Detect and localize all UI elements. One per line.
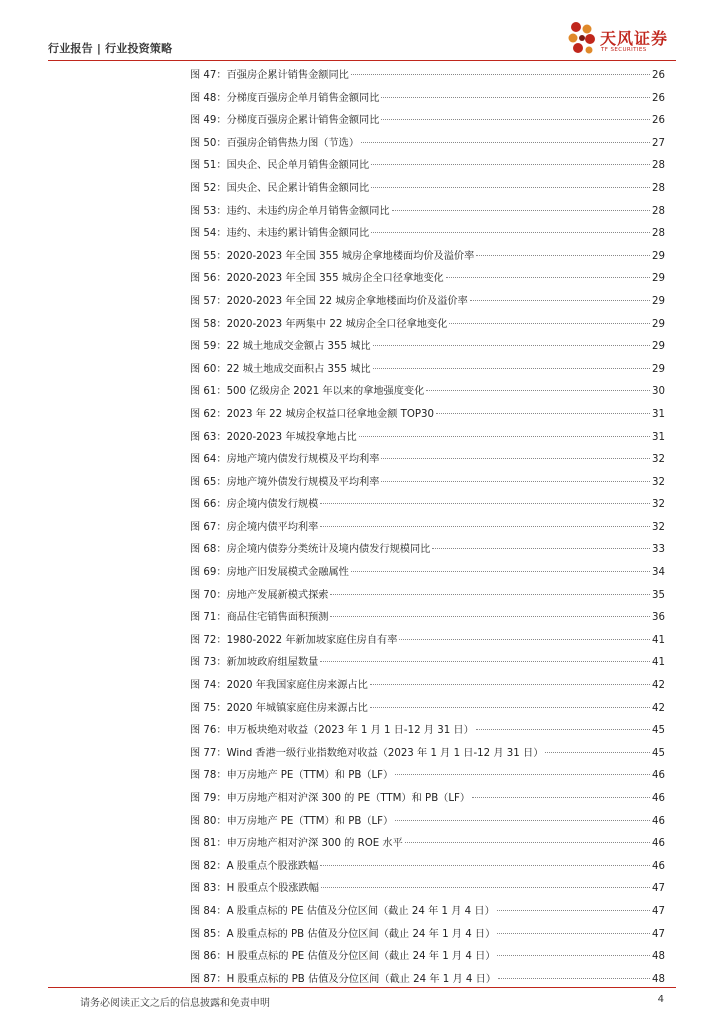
toc-entry[interactable]: [190, 901, 665, 924]
toc-dot-leader: [320, 503, 650, 504]
toc-entry-page[interactable]: 29: [652, 363, 665, 375]
toc-entry-label[interactable]: 图 75：2020 年城镇家庭住房来源占比: [190, 702, 368, 714]
toc-entry[interactable]: [190, 268, 665, 291]
toc-entry-label[interactable]: 图 81：申万房地产相对沪深 300 的 ROE 水平: [190, 838, 403, 850]
toc-entry-page[interactable]: 46: [652, 815, 665, 827]
toc-entry[interactable]: [190, 539, 665, 562]
toc-entry[interactable]: [190, 65, 665, 88]
toc-dot-leader: [497, 910, 650, 911]
toc-entry-label[interactable]: 图 82：A 股重点个股涨跌幅: [190, 860, 319, 872]
toc-entry-page[interactable]: 45: [652, 747, 665, 759]
toc-entry[interactable]: [190, 359, 665, 382]
toc-dot-leader: [476, 255, 650, 256]
toc-entry-label[interactable]: 图 60：22 城土地成交面积占 355 城比: [190, 363, 371, 375]
toc-entry-page[interactable]: 42: [652, 680, 665, 692]
toc-entry-page[interactable]: 32: [652, 454, 665, 466]
page-number: 4: [657, 994, 664, 1005]
toc-entry-page[interactable]: 29: [652, 250, 665, 262]
toc-entry[interactable]: [190, 743, 665, 766]
toc-entry-page[interactable]: 48: [652, 973, 665, 985]
toc-entry[interactable]: [190, 630, 665, 653]
toc-entry[interactable]: [190, 788, 665, 811]
toc-dot-leader: [472, 797, 650, 798]
toc-entry-label[interactable]: 图 87：H 股重点标的 PB 估值及分位区间（截止 24 年 1 月 4 日）: [190, 973, 497, 985]
toc-dot-leader: [395, 820, 650, 821]
disclaimer-footer: 请务必阅读正文之后的信息披露和免责申明: [80, 998, 270, 1009]
toc-dot-leader: [330, 616, 650, 617]
toc-entry-page[interactable]: 29: [652, 318, 665, 330]
toc-entry[interactable]: [190, 133, 665, 156]
toc-entry[interactable]: [190, 472, 665, 495]
toc-entry-page[interactable]: 46: [652, 860, 665, 872]
logo-english-name: TF SECURITIES: [601, 47, 647, 53]
toc-entry-page[interactable]: 33: [652, 544, 665, 556]
header-divider: [48, 60, 676, 61]
toc-dot-leader: [381, 97, 650, 98]
toc-entry-page[interactable]: 32: [652, 476, 665, 488]
toc-entry-page[interactable]: 47: [652, 883, 665, 895]
toc-dot-leader: [381, 119, 650, 120]
company-logo: [566, 20, 686, 60]
toc-entry[interactable]: [190, 88, 665, 111]
toc-entry[interactable]: [190, 833, 665, 856]
toc-entry-label[interactable]: 图 67：房企境内债平均利率: [190, 521, 319, 533]
toc-entry-label[interactable]: 图 84：A 股重点标的 PE 估值及分位区间（截止 24 年 1 月 4 日）: [190, 905, 495, 917]
toc-dot-leader: [436, 413, 650, 414]
toc-entry[interactable]: [190, 314, 665, 337]
toc-dot-leader: [470, 300, 650, 301]
toc-entry[interactable]: [190, 336, 665, 359]
toc-entry-page[interactable]: 46: [652, 770, 665, 782]
toc-entry-label[interactable]: 图 71：商品住宅销售面积预测: [190, 612, 329, 624]
footer-divider: [48, 987, 676, 988]
toc-entry-label[interactable]: 图 54：违约、未违约累计销售金额同比: [190, 228, 370, 240]
toc-entry-label[interactable]: 图 61：500 亿级房企 2021 年以来的拿地强度变化: [190, 386, 425, 398]
toc-entry[interactable]: [190, 291, 665, 314]
toc-entry-label[interactable]: 图 52：国央企、民企累计销售金额同比: [190, 182, 370, 194]
toc-entry-page[interactable]: 34: [652, 567, 665, 579]
toc-dot-leader: [392, 210, 650, 211]
toc-entry-page[interactable]: 32: [652, 521, 665, 533]
toc-dot-leader: [432, 548, 650, 549]
toc-entry[interactable]: [190, 585, 665, 608]
toc-dot-leader: [449, 323, 650, 324]
toc-entry-label[interactable]: 图 63：2020-2023 年城投拿地占比: [190, 431, 357, 443]
toc-entry-label[interactable]: 图 59：22 城土地成交金额占 355 城比: [190, 341, 371, 353]
toc-entry[interactable]: [190, 878, 665, 901]
toc-entry[interactable]: [190, 698, 665, 721]
toc-dot-leader: [371, 232, 650, 233]
toc-entry-label[interactable]: 图 48：分梯度百强房企单月销售金额同比: [190, 92, 380, 104]
toc-entry-label[interactable]: 图 66：房企境内债发行规模: [190, 499, 319, 511]
toc-entry-page[interactable]: 27: [652, 137, 665, 149]
toc-dot-leader: [351, 571, 650, 572]
toc-entry-label[interactable]: 图 55：2020-2023 年全国 355 城房企拿地楼面均价及溢价率: [190, 250, 475, 262]
toc-dot-leader: [359, 436, 650, 437]
toc-dot-leader: [497, 933, 650, 934]
toc-entry[interactable]: [190, 517, 665, 540]
toc-entry-label[interactable]: 图 69：房地产旧发展模式金融属性: [190, 567, 349, 579]
toc-entry-page[interactable]: 41: [652, 634, 665, 646]
logo-chinese-name: 天风证券: [600, 29, 669, 48]
toc-entry[interactable]: [190, 178, 665, 201]
toc-dot-leader: [320, 865, 650, 866]
toc-entry-page[interactable]: 48: [652, 951, 665, 963]
toc-entry-page[interactable]: 31: [652, 431, 665, 443]
toc-entry-page[interactable]: 28: [652, 228, 665, 240]
toc-entry-label[interactable]: 图 77：Wind 香港一级行业指数绝对收益（2023 年 1 月 1 日-12 月 31 日）: [190, 747, 544, 759]
toc-entry[interactable]: [190, 155, 665, 178]
toc-entry[interactable]: [190, 449, 665, 472]
toc-entry-page[interactable]: 47: [652, 928, 665, 940]
figure-table-of-contents: [190, 65, 665, 991]
toc-entry[interactable]: [190, 675, 665, 698]
toc-entry[interactable]: [190, 946, 665, 969]
toc-entry-label[interactable]: 图 53：违约、未违约房企单月销售金额同比: [190, 205, 390, 217]
toc-entry[interactable]: [190, 607, 665, 630]
toc-dot-leader: [545, 752, 650, 753]
toc-entry-page[interactable]: 36: [652, 612, 665, 624]
toc-entry-page[interactable]: 32: [652, 499, 665, 511]
toc-entry-label[interactable]: 图 85：A 股重点标的 PB 估值及分位区间（截止 24 年 1 月 4 日）: [190, 928, 496, 940]
toc-entry[interactable]: [190, 562, 665, 585]
toc-dot-leader: [370, 707, 650, 708]
toc-dot-leader: [371, 164, 650, 165]
toc-entry-label[interactable]: 图 56：2020-2023 年全国 355 城房企全口径拿地变化: [190, 273, 444, 285]
toc-dot-leader: [371, 187, 650, 188]
toc-entry-page[interactable]: 26: [652, 92, 665, 104]
toc-entry-label[interactable]: 图 64：房地产境内债发行规模及平均利率: [190, 454, 380, 466]
toc-entry[interactable]: [190, 856, 665, 879]
toc-entry-label[interactable]: 图 76：申万板块绝对收益（2023 年 1 月 1 日-12 月 31 日）: [190, 725, 474, 737]
toc-entry-label[interactable]: 图 50：百强房企销售热力图（节选）: [190, 137, 360, 149]
toc-entry[interactable]: [190, 223, 665, 246]
toc-entry[interactable]: [190, 381, 665, 404]
toc-entry-label[interactable]: 图 62：2023 年 22 城房企权益口径拿地金额 TOP30: [190, 408, 435, 420]
toc-entry[interactable]: [190, 811, 665, 834]
toc-entry-page[interactable]: 46: [652, 793, 665, 804]
toc-dot-leader: [395, 774, 650, 775]
toc-entry-page[interactable]: 26: [652, 115, 665, 127]
toc-entry-label[interactable]: 图 83：H 股重点个股涨跌幅: [190, 883, 319, 895]
toc-entry-page[interactable]: 45: [652, 725, 665, 737]
toc-entry[interactable]: [190, 652, 665, 675]
toc-dot-leader: [405, 842, 650, 843]
toc-entry-page[interactable]: 35: [652, 589, 665, 601]
toc-dot-leader: [381, 458, 650, 459]
toc-entry-page[interactable]: 46: [652, 838, 665, 850]
toc-entry[interactable]: [190, 110, 665, 133]
toc-entry[interactable]: [190, 924, 665, 947]
toc-entry[interactable]: [190, 404, 665, 427]
toc-entry-page[interactable]: 31: [652, 408, 665, 420]
toc-dot-leader: [399, 639, 650, 640]
toc-entry-label[interactable]: 图 78：申万房地产 PE（TTM）和 PB（LF）: [190, 770, 394, 782]
toc-entry[interactable]: [190, 720, 665, 743]
toc-dot-leader: [370, 684, 650, 685]
toc-entry[interactable]: [190, 246, 665, 269]
toc-entry-page[interactable]: 29: [652, 341, 665, 353]
toc-entry-page[interactable]: 28: [652, 160, 665, 172]
toc-entry-label[interactable]: 图 51：国央企、民企单月销售金额同比: [190, 160, 370, 172]
toc-entry-label[interactable]: 图 80：申万房地产 PE（TTM）和 PB（LF）: [190, 815, 394, 827]
toc-entry-label[interactable]: 图 86：H 股重点标的 PE 估值及分位区间（截止 24 年 1 月 4 日）: [190, 951, 496, 963]
report-category-header: 行业报告 | 行业投资策略: [48, 42, 173, 55]
toc-entry-page[interactable]: 28: [652, 182, 665, 194]
toc-dot-leader: [497, 955, 650, 956]
toc-entry-page[interactable]: 28: [652, 205, 665, 217]
toc-entry-label[interactable]: 图 65：房地产境外债发行规模及平均利率: [190, 476, 380, 488]
toc-entry-page[interactable]: 42: [652, 702, 665, 714]
toc-entry[interactable]: [190, 765, 665, 788]
toc-entry-label[interactable]: 图 57：2020-2023 年全国 22 城房企拿地楼面均价及溢价率: [190, 295, 468, 307]
toc-entry-page[interactable]: 29: [652, 273, 665, 285]
toc-entry-page[interactable]: 26: [652, 70, 665, 81]
toc-entry-page[interactable]: 41: [652, 657, 665, 669]
toc-entry-label[interactable]: 图 70：房地产发展新模式探索: [190, 589, 329, 601]
toc-entry-page[interactable]: 47: [652, 905, 665, 917]
toc-dot-leader: [498, 978, 650, 979]
toc-dot-leader: [476, 729, 650, 730]
toc-dot-leader: [330, 594, 650, 595]
flower-logo-icon: [566, 20, 598, 58]
toc-entry-label[interactable]: 图 49：分梯度百强房企累计销售金额同比: [190, 115, 380, 127]
toc-entry[interactable]: [190, 494, 665, 517]
toc-entry-label[interactable]: 图 74：2020 年我国家庭住房来源占比: [190, 680, 368, 692]
toc-dot-leader: [321, 887, 650, 888]
toc-entry-label[interactable]: 图 72：1980-2022 年新加坡家庭住房自有率: [190, 634, 398, 646]
toc-entry-label[interactable]: 图 73：新加坡政府组屋数量: [190, 657, 319, 669]
toc-entry[interactable]: [190, 427, 665, 450]
toc-dot-leader: [351, 74, 650, 75]
toc-entry-page[interactable]: 30: [652, 386, 665, 398]
toc-dot-leader: [446, 277, 650, 278]
toc-dot-leader: [381, 481, 650, 482]
toc-entry-page[interactable]: 29: [652, 295, 665, 307]
toc-dot-leader: [373, 345, 650, 346]
toc-entry-label[interactable]: 图 79：申万房地产相对沪深 300 的 PE（TTM）和 PB（LF）: [190, 793, 471, 804]
toc-entry-label[interactable]: 图 47：百强房企累计销售金额同比: [190, 70, 349, 81]
toc-entry-label[interactable]: 图 58：2020-2023 年两集中 22 城房企全口径拿地变化: [190, 318, 448, 330]
toc-entry[interactable]: [190, 201, 665, 224]
toc-dot-leader: [320, 526, 650, 527]
toc-dot-leader: [361, 142, 650, 143]
toc-dot-leader: [373, 368, 650, 369]
toc-entry-label[interactable]: 图 68：房企境内债券分类统计及境内债发行规模同比: [190, 544, 431, 556]
toc-dot-leader: [426, 390, 650, 391]
toc-dot-leader: [320, 661, 650, 662]
